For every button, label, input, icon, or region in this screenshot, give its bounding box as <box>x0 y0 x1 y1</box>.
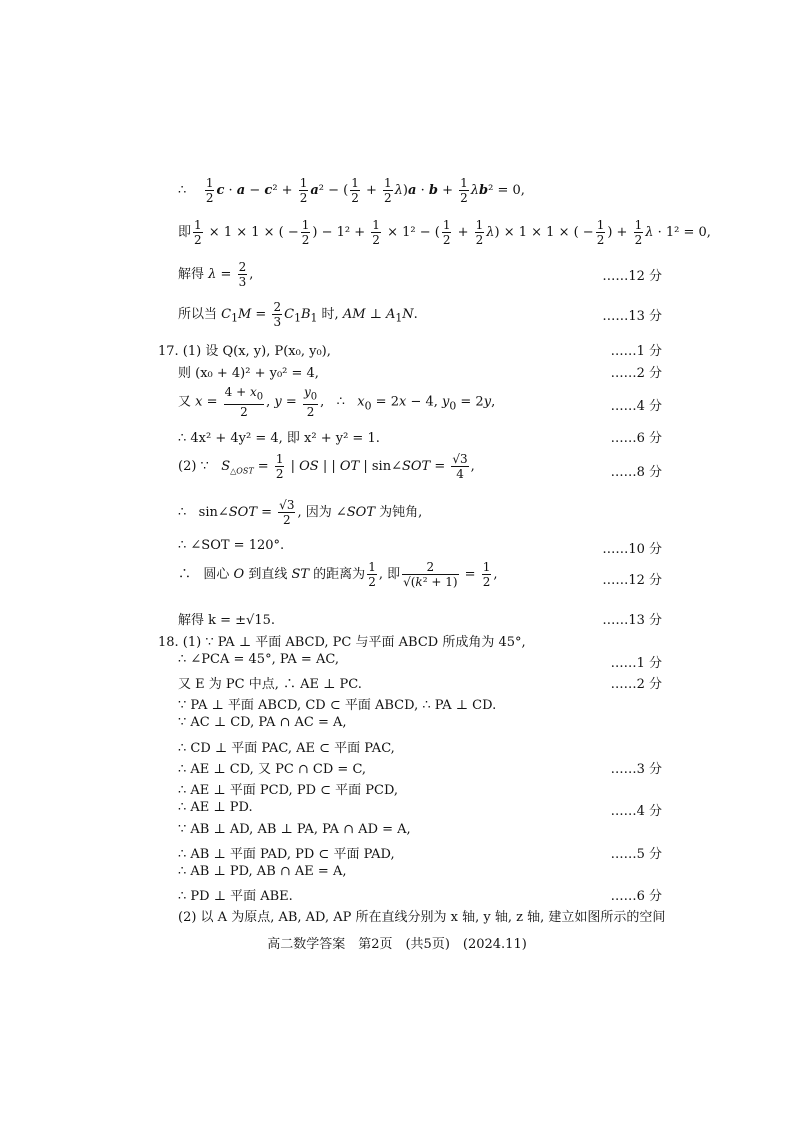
text-line: ∴ AE ⊥ 平面 PCD, PD ⊂ 平面 PCD, <box>178 783 399 798</box>
score-mark: ……8 分 <box>610 465 662 480</box>
score-mark: ……1 分 <box>610 656 662 671</box>
text-line: ∴ AE ⊥ CD, 又 PC ∩ CD = C, <box>178 762 367 777</box>
score-mark: ……13 分 <box>602 309 662 324</box>
score-mark: ……5 分 <box>610 847 662 862</box>
text-line: ∴ 4x² + 4y² = 4, 即 x² + y² = 1. <box>178 431 380 446</box>
score-mark: ……1 分 <box>610 344 662 359</box>
text-line: ∵ PA ⊥ 平面 ABCD, CD ⊂ 平面 ABCD, ∴ PA ⊥ CD. <box>178 698 497 713</box>
score-mark: ……12 分 <box>602 269 662 284</box>
text-line: ∵ AB ⊥ AD, AB ⊥ PA, PA ∩ AD = A, <box>178 822 411 837</box>
text-line: 解得 k = ±√15. <box>178 613 276 628</box>
text-line: ∴ PD ⊥ 平面 ABE. <box>178 889 293 904</box>
text-line: 17. (1) 设 Q(x, y), P(x₀, y₀), <box>158 344 331 359</box>
math-line: ∴ 圆心 O 到直线 ST 的距离为 $\frac{1}{2}$ , 即 $\frac{2}{\text{√(k² + 1)}}$ = $\frac{1}{2}$ , <box>178 560 498 589</box>
text-line: 则 (x₀ + 4)² + y₀² = 4, <box>178 366 319 381</box>
score-mark: ……12 分 <box>602 573 662 588</box>
score-mark: ……13 分 <box>602 613 662 628</box>
math-line: ∴ sin∠SOT = $\frac{√3}{2}$ , 因为 ∠SOT 为钝角, <box>178 498 423 527</box>
math-line: 所以当 $C_1M$ = $\frac{2}{3}$ $C_1B_1$ 时, AM ⊥ $A_1N$. <box>178 300 418 329</box>
score-mark: ……4 分 <box>610 399 662 414</box>
text-line: 18. (1) ∵ PA ⊥ 平面 ABCD, PC 与平面 ABCD 所成角为 45°, <box>158 635 526 650</box>
page-footer: 高二数学答案 第2页 (共5页) (2024.11) <box>267 937 527 952</box>
math-line: 又 x = $\frac{4 + x_0}{2}$ , y = $\frac{y_0}{2}$ , ∴ $x_0 = 2x - 4$, $y_0 = 2y$, <box>178 385 496 420</box>
score-mark: ……6 分 <box>610 889 662 904</box>
text-line: 又 E 为 PC 中点, ∴ AE ⊥ PC. <box>178 677 362 692</box>
text-line: ∴ AE ⊥ PD. <box>178 800 253 815</box>
score-mark: ……3 分 <box>610 762 662 777</box>
score-mark: ……10 分 <box>602 542 662 557</box>
text-line: ∴ AB ⊥ PD, AB ∩ AE = A, <box>178 864 347 879</box>
math-line: (2) ∵ $S_{\triangle OST}$ = $\frac{1}{2}$ | OS | | OT | sin∠SOT = $\frac{√3}{4}$ , <box>178 452 475 481</box>
score-mark: ……2 分 <box>610 366 662 381</box>
text-line: (2) 以 A 为原点, AB, AD, AP 所在直线分别为 x 轴, y 轴, z 轴, 建立如图所示的空间 <box>178 910 666 925</box>
score-mark: ……2 分 <box>610 677 662 692</box>
text-line: ∴ ∠SOT = 120°. <box>178 538 285 553</box>
math-line: ∴ $\frac{1}{2}$ c · a − c² + $\frac{1}{2}$ a² − ( $\frac{1}{2}$ + $\frac{1}{2}$ λ)a · b + $\frac{1}{2}$ λb² = 0, <box>178 176 525 205</box>
text-line: ∴ CD ⊥ 平面 PAC, AE ⊂ 平面 PAC, <box>178 741 395 756</box>
math-line: 解得 λ = $\frac{2}{3}$ , <box>178 260 254 289</box>
math-line: 即 $\frac{1}{2}$ × 1 × 1 × ( − $\frac{1}{2}$ ) − 1² + $\frac{1}{2}$ × 1² − ( $\frac{1}{2}$ + $\frac{1}{2}$ λ) × 1 × 1 × ( − $\frac{1}{2}$ ) + $\frac{1}{2}$ λ · 1² = 0, <box>178 218 711 247</box>
text-line: ∴ AB ⊥ 平面 PAD, PD ⊂ 平面 PAD, <box>178 847 395 862</box>
text-line: ∴ ∠PCA = 45°, PA = AC, <box>178 652 339 667</box>
score-mark: ……4 分 <box>610 804 662 819</box>
text-line: ∵ AC ⊥ CD, PA ∩ AC = A, <box>178 715 347 730</box>
score-mark: ……6 分 <box>610 431 662 446</box>
